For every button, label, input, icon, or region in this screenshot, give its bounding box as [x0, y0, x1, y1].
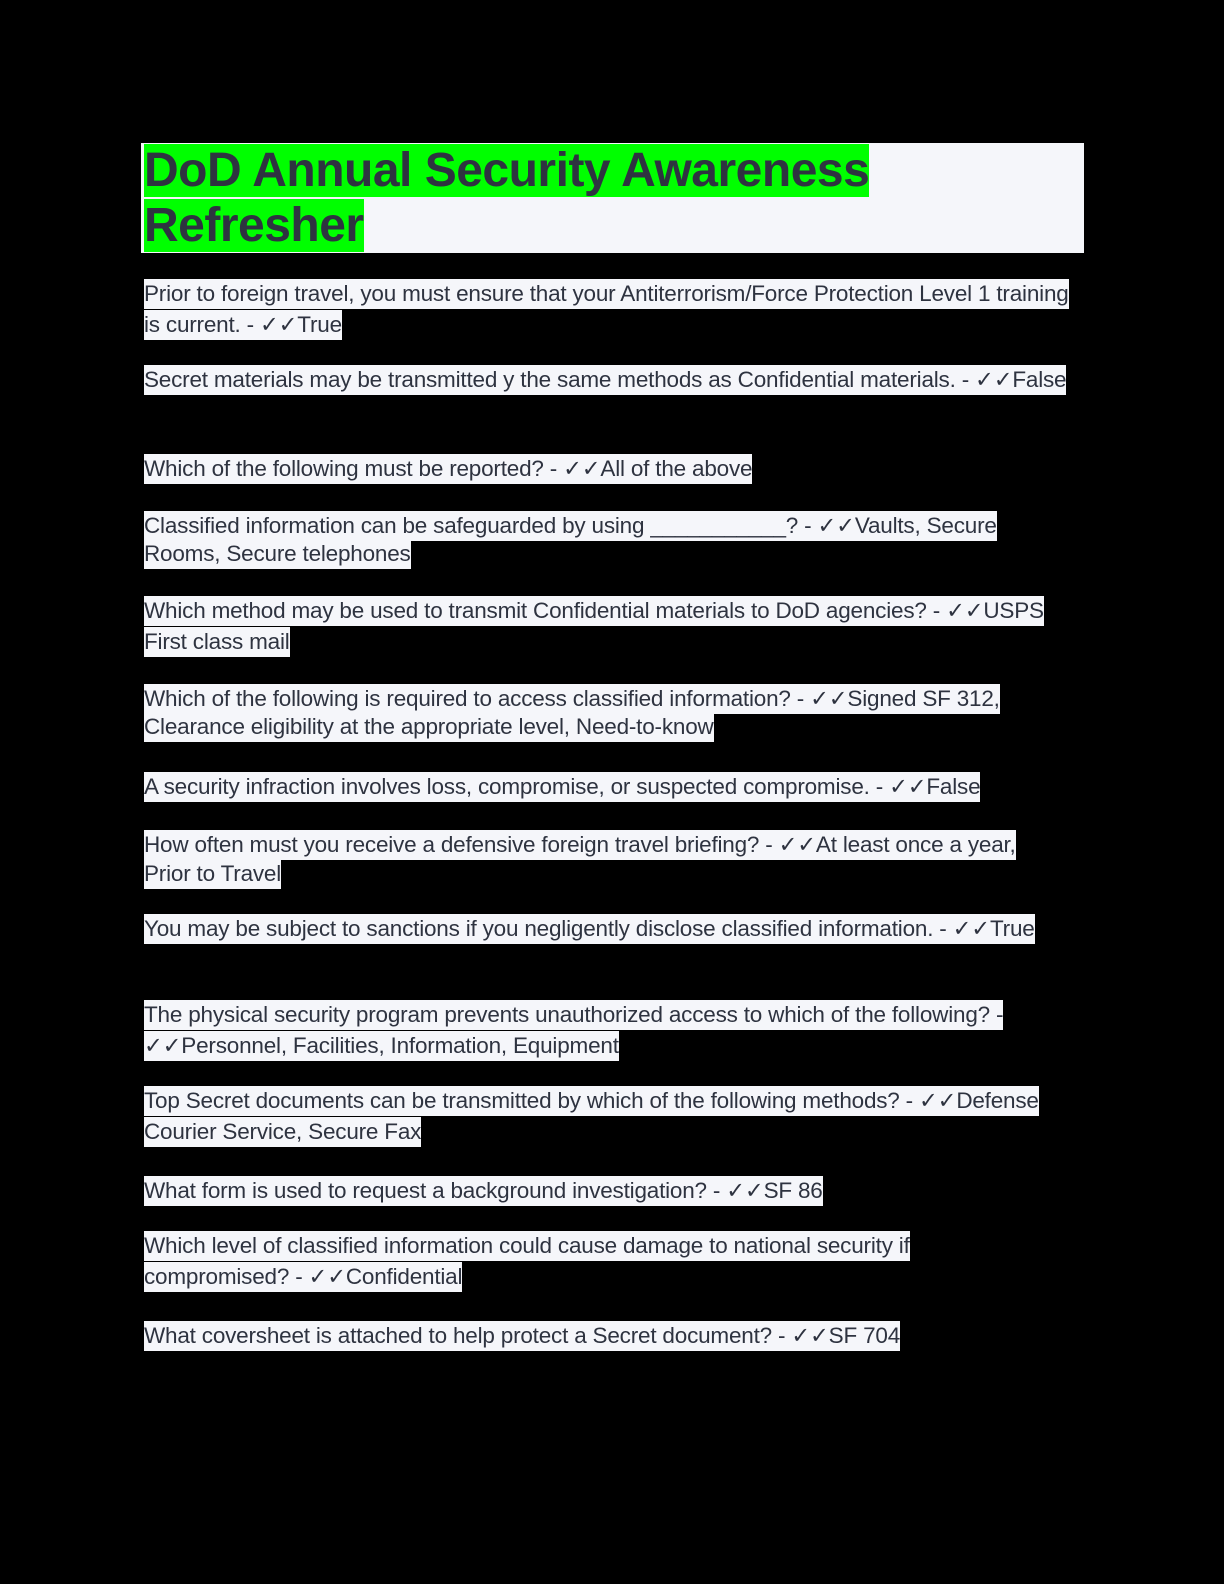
qa-item-2: Secret materials may be transmitted y the same methods as Confidential materials. - ✓✓False	[144, 364, 1084, 395]
qa-item-10: The physical security program prevents unauthorized access to which of the following? - ✓✓Personnel, Facilities, Information, Equipment	[144, 999, 1084, 1061]
qa-item-12: What form is used to request a background investigation? - ✓✓SF 86	[144, 1175, 1084, 1206]
qa-item-6: Which of the following is required to access classified information? - ✓✓Signed SF 312, Clearance eligibility at the appropriate level, Need-to-know	[144, 685, 1084, 741]
qa-item-4: Classified information can be safeguarded by using ___________? - ✓✓Vaults, Secure Rooms, Secure telephones	[144, 512, 1004, 568]
qa-item-3: Which of the following must be reported? - ✓✓All of the above	[144, 453, 1084, 484]
qa-item-11: Top Secret documents can be transmitted by which of the following methods? - ✓✓Defense Courier Service, Secure Fax	[144, 1085, 1084, 1147]
qa-item-9: You may be subject to sanctions if you negligently disclose classified information. - ✓✓True	[144, 913, 1084, 944]
qa-item-8: How often must you receive a defensive foreign travel briefing? - ✓✓At least once a year, Prior to Travel	[144, 830, 1034, 888]
qa-item-1: Prior to foreign travel, you must ensure that your Antiterrorism/Force Protection Level 1 training is current. - ✓✓True	[144, 278, 1084, 340]
qa-item-5: Which method may be used to transmit Confidential materials to DoD agencies? - ✓✓USPS First class mail	[144, 595, 1084, 657]
page-title: DoD Annual Security Awareness Refresher	[144, 144, 870, 252]
qa-item-13: Which level of classified information could cause damage to national security if compromised? - ✓✓Confidential	[144, 1230, 984, 1292]
qa-item-7: A security infraction involves loss, compromise, or suspected compromise. - ✓✓False	[144, 771, 1084, 802]
qa-item-14: What coversheet is attached to help protect a Secret document? - ✓✓SF 704	[144, 1320, 1084, 1351]
